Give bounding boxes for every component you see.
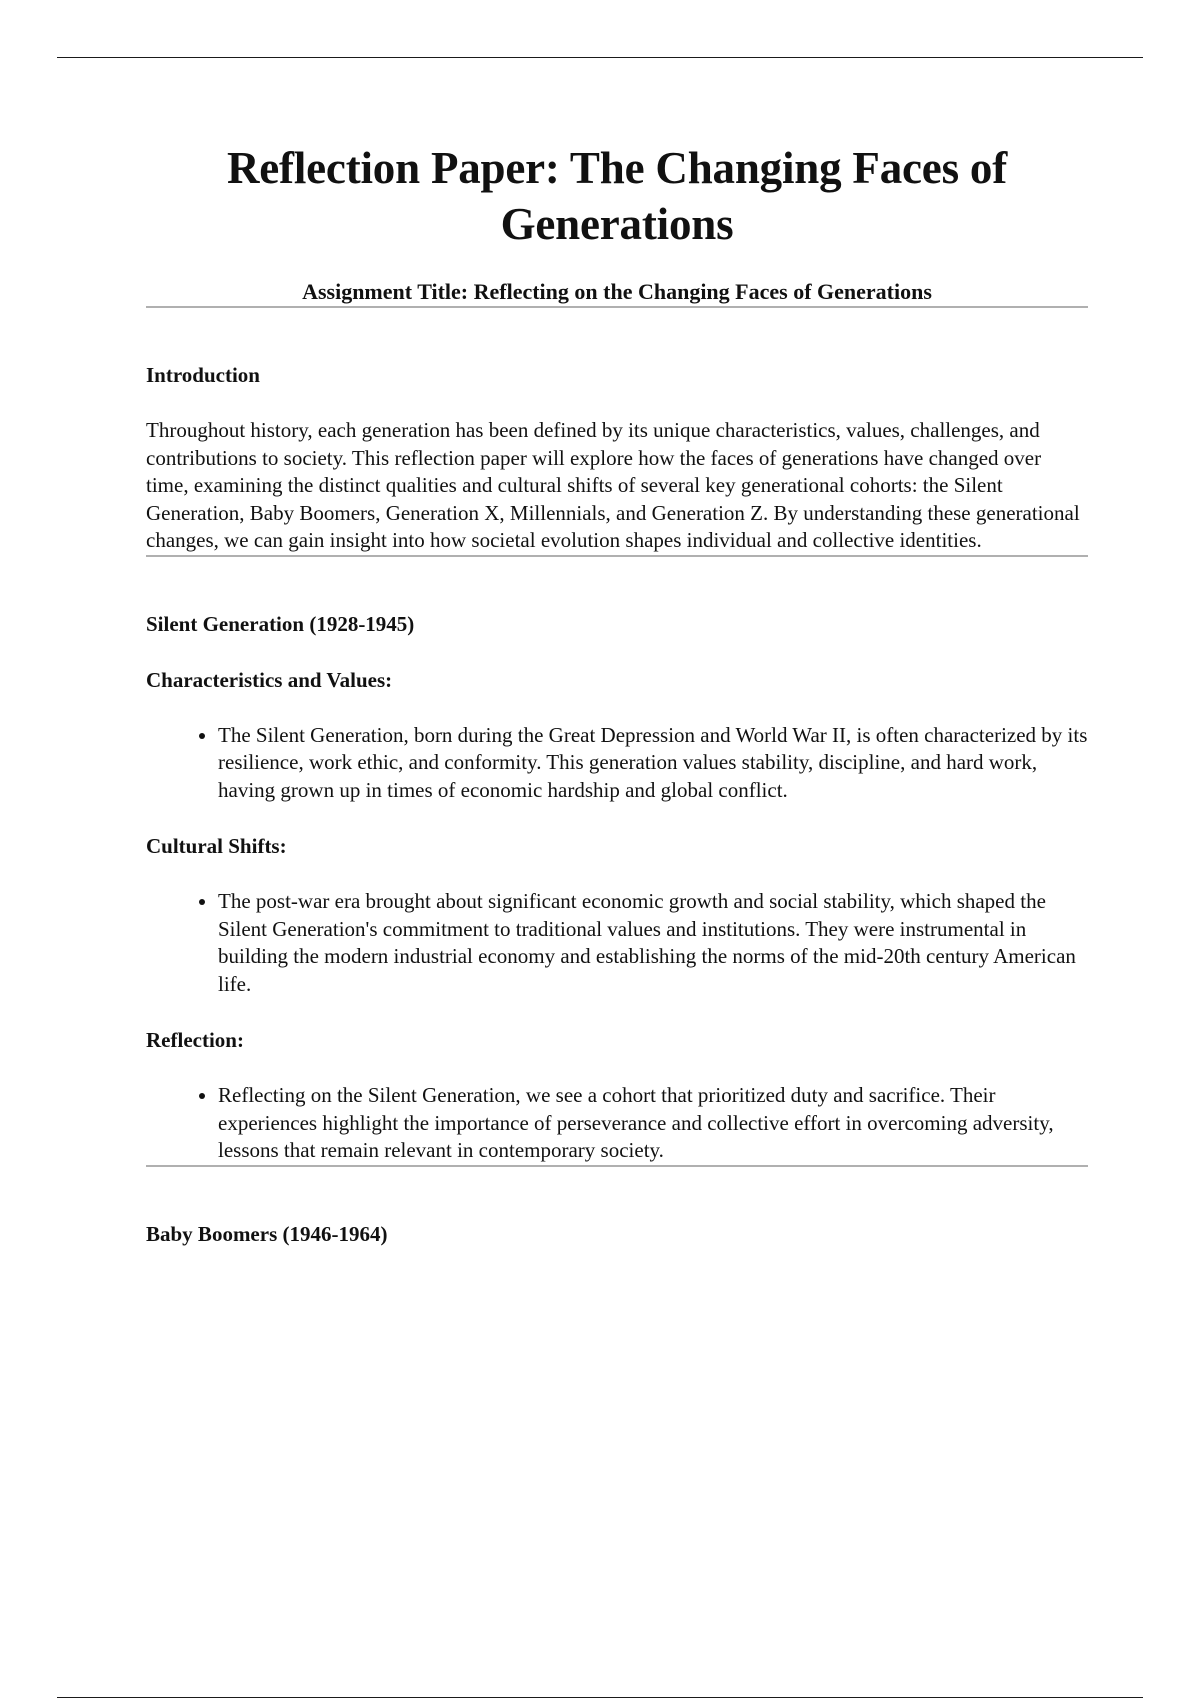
silent-generation-heading: Silent Generation (1928-1945) <box>146 611 415 636</box>
reflection-list <box>146 1082 1088 1165</box>
section-divider <box>146 306 1088 308</box>
page-top-rule <box>57 57 1143 58</box>
section-divider <box>146 1165 1088 1167</box>
section-divider <box>146 555 1088 557</box>
document-body <box>146 140 1088 1248</box>
assignment-subtitle: Assignment Title: Reflecting on the Changing Faces of Generations <box>302 279 932 304</box>
list-item: • The post-war era brought about significant economic growth and social stability, which shaped the Silent Generation's commitment to traditional values and institutions. They were instrumental in building the modern industrial economy and establishing the norms of the mid-20th century American life. <box>218 888 1088 998</box>
page-bottom-rule <box>57 1697 1143 1698</box>
characteristics-list <box>146 722 1088 805</box>
introduction-heading: Introduction <box>146 363 260 387</box>
list-item: • The Silent Generation, born during the Great Depression and World War II, is often characterized by its resilience, work ethic, and conformity. This generation values stability, discipline, and hard work, having grown up in times of economic hardship and global conflict. <box>218 722 1088 805</box>
characteristics-heading: Characteristics and Values: <box>146 667 393 692</box>
cultural-shifts-list <box>146 888 1088 998</box>
introduction-paragraph: Throughout history, each generation has been defined by its unique characteristics, values, challenges, and contributions to society. This reflection paper will explore how the faces of generations have changed over time, examining the distinct qualities and cultural shifts of several key generational cohorts: the Silent Generation, Baby Boomers, Generation X, Millennials, and Generation Z. By understanding these generational changes, we can gain insight into how societal evolution shapes individual and collective identities. <box>146 418 1080 552</box>
baby-boomers-heading: Baby Boomers (1946-1964) <box>146 1221 388 1246</box>
list-item: • Reflecting on the Silent Generation, we see a cohort that prioritized duty and sacrifice. Their experiences highlight the importance of perseverance and collective effort in overcoming adversity, lessons that remain relevant in contemporary society. <box>218 1082 1088 1165</box>
cultural-shifts-heading: Cultural Shifts: <box>146 834 287 858</box>
reflection-heading: Reflection: <box>146 1028 244 1052</box>
page-title: Reflection Paper: The Changing Faces of Generations <box>226 143 1008 249</box>
